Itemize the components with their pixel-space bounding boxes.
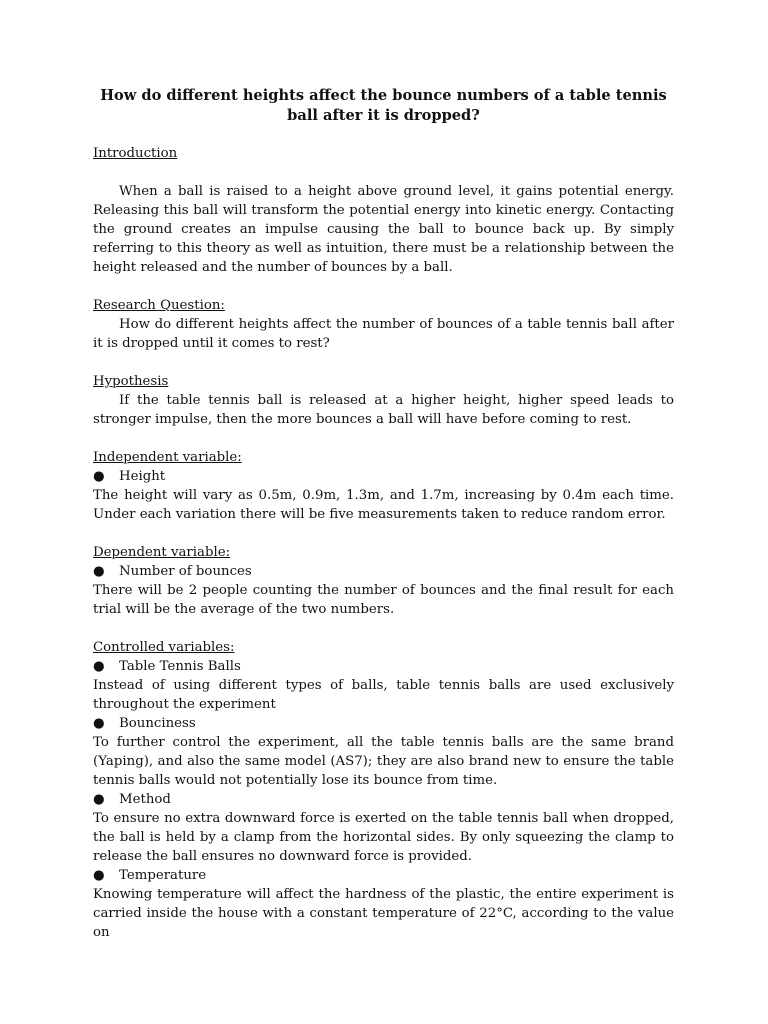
bullet-item <box>93 714 674 733</box>
spacer <box>93 524 674 543</box>
spacer <box>93 429 674 448</box>
bullet-label: Temperature <box>119 868 207 883</box>
bullet-item <box>93 562 674 581</box>
bullet-label: Bounciness <box>119 716 196 731</box>
bullet-icon: ● <box>93 469 105 484</box>
controlled-variable-text: Knowing temperature will affect the hardness of the plastic, the entire experiment is carried inside the house with a constant temperature of 22°C, according to the value on <box>93 887 674 940</box>
controlled-variable-text: Instead of using different types of balls, table tennis balls are used exclusively throughout the experiment <box>93 678 674 712</box>
controlled-variable-text: To ensure no extra downward force is exerted on the table tennis ball when dropped, the ball is held by a clamp from the horizontal sides. By only squeezing the clamp to release the ball ensures no downward force is provided. <box>93 811 674 864</box>
bullet-icon: ● <box>93 564 105 579</box>
controlled-variable-text: To further control the experiment, all the table tennis balls are the same brand (Yaping), and also the same model (AS7); they are also brand new to ensure the table tennis balls would not potentially lose its bounce from time. <box>93 735 674 788</box>
bullet-label: Height <box>119 469 166 484</box>
dependent-variable-heading: Dependent variable: <box>93 545 231 560</box>
independent-variable-text: The height will vary as 0.5m, 0.9m, 1.3m, and 1.7m, increasing by 0.4m each time. Under each variation there will be five measurements taken to reduce random error. <box>93 488 674 522</box>
hypothesis-text: If the table tennis ball is released at a higher height, higher speed leads to stronger impulse, then the more bounces a ball will have before coming to rest. <box>93 393 674 427</box>
bullet-item <box>93 866 674 885</box>
research-question-heading: Research Question: <box>93 298 225 313</box>
spacer <box>93 277 674 296</box>
bullet-icon: ● <box>93 659 105 674</box>
bullet-icon: ● <box>93 792 105 807</box>
independent-variable-heading: Independent variable: <box>93 450 242 465</box>
spacer <box>93 619 674 638</box>
bullet-icon: ● <box>93 868 105 883</box>
spacer <box>93 163 674 182</box>
introduction-text: When a ball is raised to a height above ground level, it gains potential energy. Releasing this ball will transform the potential energy into kinetic energy. Contacting the ground creates an impulse causing the ball to bounce back up. By simply referring to this theory as well as intuition, there must be a relationship between the height released and the number of bounces by a ball. <box>93 184 674 275</box>
dependent-variable-text: There will be 2 people counting the number of bounces and the final result for each trial will be the average of the two numbers. <box>93 583 674 617</box>
bullet-label: Table Tennis Balls <box>119 659 241 674</box>
bullet-label: Method <box>119 792 171 807</box>
hypothesis-heading: Hypothesis <box>93 374 169 389</box>
bullet-item <box>93 790 674 809</box>
introduction-heading: Introduction <box>93 146 178 161</box>
research-question-text: How do different heights affect the number of bounces of a table tennis ball after it is dropped until it comes to rest? <box>93 317 674 351</box>
bullet-icon: ● <box>93 716 105 731</box>
bullet-item <box>93 657 674 676</box>
document-title: How do different heights affect the bounce numbers of a table tennis ball after it is dropped? <box>100 87 667 124</box>
bullet-label: Number of bounces <box>119 564 252 579</box>
controlled-variables-heading: Controlled variables: <box>93 640 235 655</box>
bullet-item <box>93 467 674 486</box>
document-page <box>93 86 674 942</box>
spacer <box>93 353 674 372</box>
